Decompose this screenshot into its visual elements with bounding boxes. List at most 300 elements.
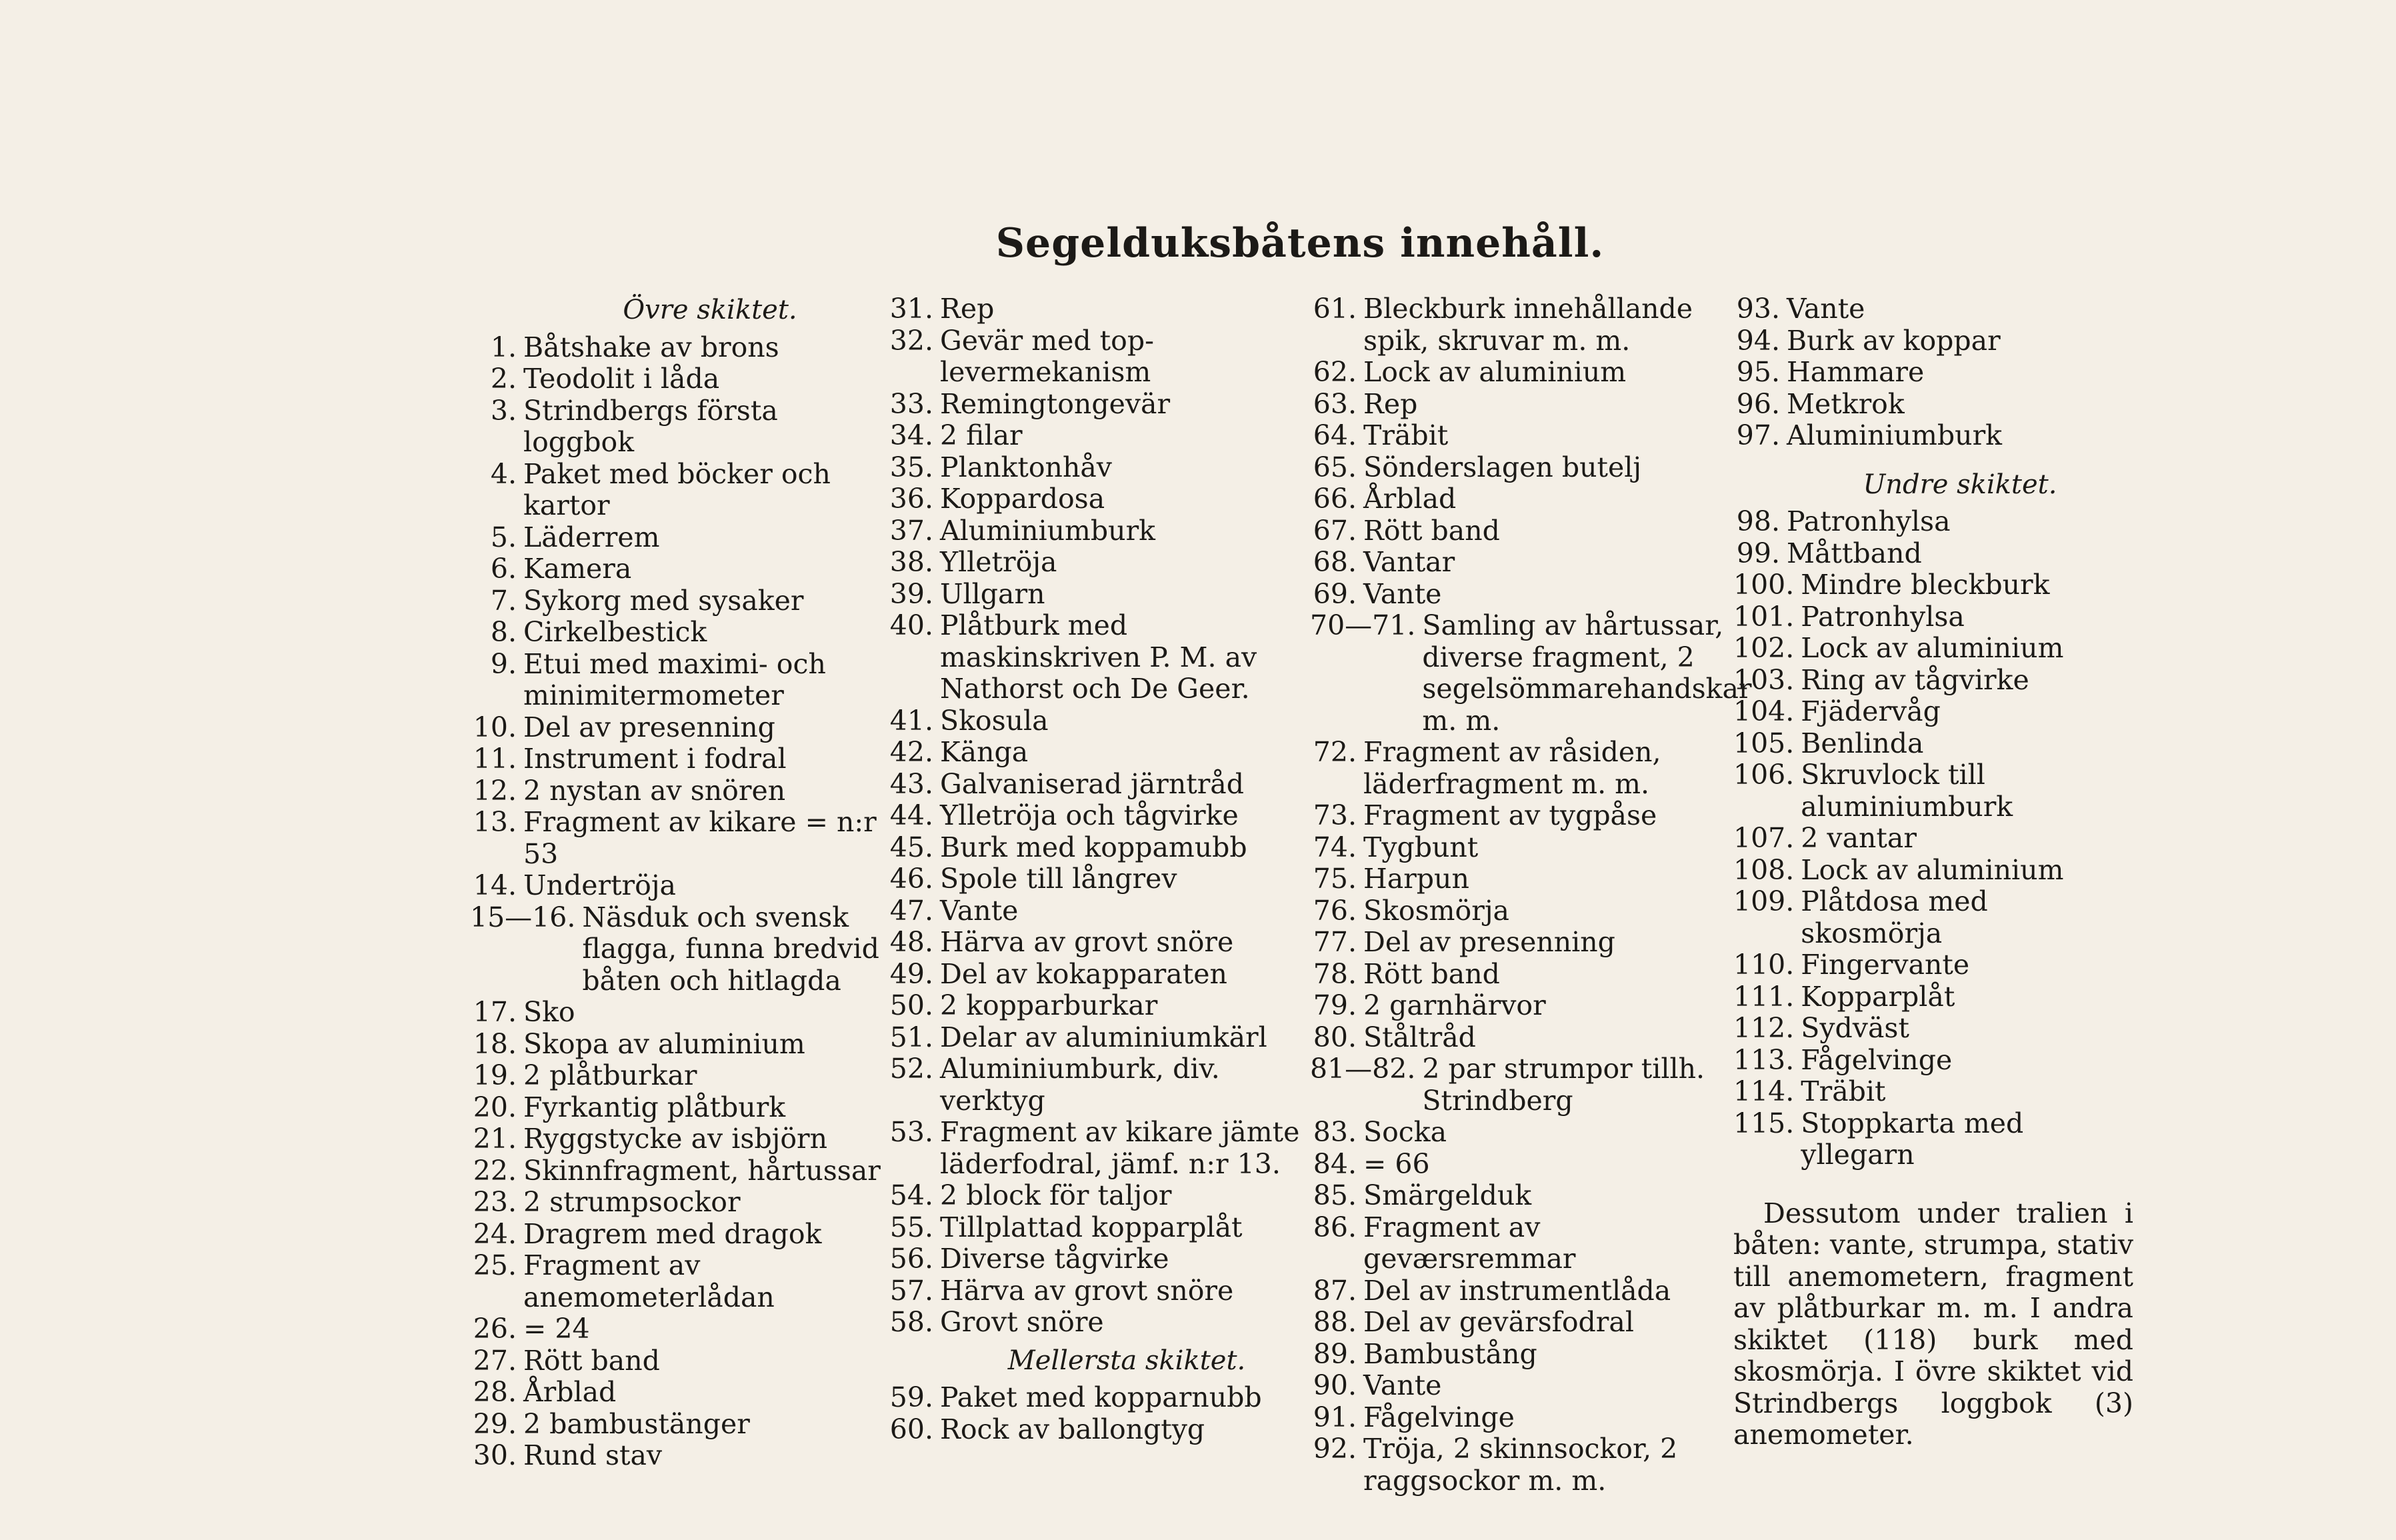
item-text: Aluminiumburk <box>940 514 1156 547</box>
list-item <box>887 1212 1313 1244</box>
list-item <box>1310 1275 1737 1307</box>
item-text: Härva av grovt snöre <box>940 1274 1234 1307</box>
item-number: 99. <box>1736 537 1780 569</box>
item-number: 100. <box>1733 569 1795 601</box>
item-text: Socka <box>1363 1116 1447 1148</box>
item-number: 62. <box>1313 356 1357 388</box>
item-text: Del av instrumentlåda <box>1363 1274 1671 1307</box>
item-text: Lock av aluminium <box>1801 853 2064 886</box>
item-number: 6. <box>490 553 517 585</box>
list-item <box>1310 579 1737 611</box>
list-item <box>887 293 1313 325</box>
item-text: Plåtdosa med skosmörja <box>1801 885 1988 949</box>
item-number: 44. <box>889 799 933 831</box>
item-number: 74. <box>1313 831 1357 863</box>
list-item <box>1733 949 2133 981</box>
item-list <box>1310 293 1752 1497</box>
item-text: 2 filar <box>940 419 1023 451</box>
item-text: Ullgarn <box>940 577 1045 610</box>
column-2 <box>887 293 1313 1445</box>
item-number: 105. <box>1733 727 1795 759</box>
item-number: 4. <box>490 457 517 490</box>
list-item <box>1310 420 1737 452</box>
item-list <box>1733 293 2133 452</box>
item-number: 39. <box>889 577 933 610</box>
item-text: Etui med maximi- och minimitermometer <box>523 647 826 711</box>
item-number: 102. <box>1733 632 1795 664</box>
item-number: 52. <box>889 1053 933 1085</box>
list-item <box>470 997 897 1029</box>
item-text: Fjädervåg <box>1801 695 1941 727</box>
item-text: = 66 <box>1363 1147 1430 1180</box>
item-number: 50. <box>889 989 933 1021</box>
item-text: Vante <box>1363 1369 1442 1401</box>
item-number: 26. <box>473 1313 517 1345</box>
item-number: 13. <box>473 806 517 838</box>
list-item <box>470 1123 897 1155</box>
item-number: 22. <box>473 1154 517 1187</box>
item-text: Metkrok <box>1787 387 1905 420</box>
item-text: Patronhylsa <box>1787 505 1951 537</box>
list-item <box>470 1313 897 1345</box>
item-number: 72. <box>1313 736 1357 768</box>
item-number: 107. <box>1733 822 1795 854</box>
item-text: Delar av aluminiumkärl <box>940 1021 1267 1053</box>
item-number: 84. <box>1313 1147 1357 1180</box>
item-number: 88. <box>1313 1306 1357 1338</box>
item-text: Bambustång <box>1363 1337 1537 1370</box>
item-number: 20. <box>473 1091 517 1123</box>
item-number: 110. <box>1733 949 1795 981</box>
list-item <box>470 332 897 364</box>
item-text: Del av presenning <box>523 711 775 743</box>
page-title: Segelduksbåtens innehåll. <box>995 220 1605 267</box>
item-number: 93. <box>1736 293 1780 325</box>
item-number: 34. <box>889 419 933 451</box>
item-number: 2. <box>490 363 517 395</box>
list-item <box>470 395 897 459</box>
item-number: 80. <box>1313 1021 1357 1053</box>
item-text: Teodolit i låda <box>523 363 720 395</box>
item-number: 60. <box>889 1413 933 1445</box>
item-text: Strindbergs första loggbok <box>523 394 778 458</box>
list-item <box>887 895 1313 927</box>
list-item <box>887 705 1313 737</box>
list-item <box>887 1243 1313 1275</box>
item-text: Kamera <box>523 553 632 585</box>
item-text: Ryggstycke av isbjörn <box>523 1123 828 1155</box>
list-item <box>1310 737 1737 800</box>
item-text: Rött band <box>523 1344 660 1377</box>
item-text: Ring av tågvirke <box>1801 663 2029 696</box>
item-number: 25. <box>473 1249 517 1281</box>
item-number: 1. <box>490 331 517 363</box>
item-number: 73. <box>1313 799 1357 831</box>
item-text: Dragrem med dragok <box>523 1217 822 1250</box>
item-text: Fyrkantig plåtburk <box>523 1091 786 1123</box>
item-text: Patronhylsa <box>1801 600 1965 633</box>
list-item <box>470 363 897 395</box>
item-number: 87. <box>1313 1274 1357 1307</box>
item-text: Paket med kopparnubb <box>940 1381 1262 1413</box>
item-number: 45. <box>889 831 933 863</box>
item-number: 104. <box>1733 695 1795 727</box>
item-text: Instrument i fodral <box>523 743 787 775</box>
item-text: Remingtongevär <box>940 387 1171 420</box>
list-item <box>887 990 1313 1022</box>
item-text: Harpun <box>1363 863 1469 895</box>
additional-note: Dessutom under tralien i båten: vante, strumpa, stativ till anemometern, fragment av plåtburkar m. m. I andra skiktet (118) burk med skosmörja. I övre skiktet vid Strindbergs loggbok (3) anemometer. <box>1733 1197 2133 1451</box>
item-text: Läderrem <box>523 521 660 553</box>
list-item <box>470 1377 897 1409</box>
item-number: 113. <box>1733 1043 1795 1076</box>
item-text: Mindre bleckburk <box>1801 569 2050 601</box>
list-item <box>887 1180 1313 1212</box>
list-item <box>470 743 897 775</box>
list-item <box>887 1117 1313 1180</box>
item-text: Galvaniserad järntråd <box>940 767 1244 800</box>
item-number: 66. <box>1313 483 1357 515</box>
item-text: = 24 <box>523 1313 590 1345</box>
list-item <box>887 1414 1313 1446</box>
item-number: 95. <box>1736 356 1780 388</box>
item-text: 2 par strumpor tillh. Strindberg <box>1422 1053 1705 1117</box>
list-item <box>1310 1180 1737 1212</box>
item-text: 2 strumpsockor <box>523 1186 741 1218</box>
list-item <box>470 1060 897 1092</box>
item-text: Träbit <box>1363 419 1449 451</box>
item-number: 7. <box>490 584 517 617</box>
list-item <box>1310 1117 1737 1149</box>
item-number: 41. <box>889 704 933 737</box>
item-text: Del av gevärsfodral <box>1363 1306 1634 1338</box>
item-number: 5. <box>490 521 517 553</box>
item-text: Fragment av råsiden, läderfragment m. m. <box>1363 736 1661 800</box>
list-item <box>1733 325 2133 357</box>
list-item <box>887 420 1313 452</box>
item-number: 46. <box>889 863 933 895</box>
item-text: Årblad <box>1363 483 1457 515</box>
list-item <box>1733 357 2133 389</box>
list-item <box>470 1029 897 1061</box>
item-text: Vantar <box>1363 546 1455 578</box>
item-number: 32. <box>889 324 933 357</box>
item-number: 49. <box>889 957 933 990</box>
item-number: 12. <box>473 774 517 807</box>
list-item <box>470 1345 897 1377</box>
item-number: 55. <box>889 1211 933 1243</box>
list-item <box>470 553 897 585</box>
item-text: Rött band <box>1363 957 1500 990</box>
item-text: Skosmörja <box>1363 894 1509 927</box>
item-text: Undertröja <box>523 869 676 901</box>
item-number: 48. <box>889 926 933 958</box>
list-item <box>1310 1339 1737 1371</box>
item-number: 65. <box>1313 451 1357 483</box>
item-number: 59. <box>889 1381 933 1413</box>
item-number: 23. <box>473 1186 517 1218</box>
list-item <box>887 800 1313 832</box>
item-text: Aluminiumburk, div. verktyg <box>940 1053 1220 1117</box>
list-item <box>470 585 897 617</box>
list-item <box>470 807 897 870</box>
item-number: 17. <box>473 996 517 1028</box>
item-number: 112. <box>1733 1012 1795 1044</box>
item-text: Näsduk och svensk flagga, funna bredvid båten och hitlagda <box>582 901 879 997</box>
list-item <box>1310 452 1737 484</box>
item-number: 64. <box>1313 419 1357 451</box>
list-item <box>1733 665 2133 697</box>
item-text: 2 kopparburkar <box>940 989 1158 1021</box>
item-number: 33. <box>889 387 933 420</box>
item-text: Del av presenning <box>1363 926 1615 958</box>
item-text: Hammare <box>1787 356 1925 388</box>
item-text: Fågelvinge <box>1363 1401 1515 1433</box>
item-text: Vante <box>1787 293 1865 325</box>
item-text: Smärgelduk <box>1363 1179 1532 1211</box>
list-item <box>887 515 1313 547</box>
item-text: 2 bambustänger <box>523 1407 750 1440</box>
item-number: 83. <box>1313 1116 1357 1148</box>
list-item <box>1733 569 2133 601</box>
list-item <box>1310 832 1737 864</box>
list-item <box>1733 633 2133 665</box>
list-item <box>887 547 1313 579</box>
list-item <box>470 522 897 554</box>
list-item <box>1733 538 2133 570</box>
list-item <box>470 1155 897 1187</box>
item-text: Paket med böcker och kartor <box>523 457 831 521</box>
item-text: Grovt snöre <box>940 1306 1104 1338</box>
item-number: 14. <box>473 869 517 901</box>
item-text: Tröja, 2 skinnsockor, 2 raggsockor m. m. <box>1363 1433 1678 1497</box>
item-text: Del av kokapparaten <box>940 957 1227 990</box>
item-number: 18. <box>473 1027 517 1060</box>
item-number: 114. <box>1733 1075 1795 1107</box>
item-text: Tillplattad kopparplåt <box>940 1211 1243 1243</box>
item-text: Skinnfragment, hårtussar <box>523 1154 881 1187</box>
item-text: Rep <box>940 293 995 325</box>
item-text: Kopparplåt <box>1801 980 1955 1013</box>
list-item <box>470 1409 897 1441</box>
item-text: Rund stav <box>523 1439 663 1471</box>
item-text: Fågelvinge <box>1801 1043 1953 1076</box>
item-number: 15—16. <box>470 901 576 933</box>
item-number: 75. <box>1313 863 1357 895</box>
list-item <box>470 649 897 712</box>
item-text: Stoppkarta med yllegarn <box>1801 1107 2024 1171</box>
list-item <box>887 452 1313 484</box>
item-number: 40. <box>889 609 933 641</box>
item-text: Vante <box>1363 577 1442 610</box>
item-text: Ylletröja och tågvirke <box>940 799 1239 831</box>
item-number: 67. <box>1313 514 1357 547</box>
list-item <box>887 959 1313 991</box>
list-item <box>1310 1212 1737 1275</box>
item-text: Fragment av kikare = n:r 53 <box>523 806 877 870</box>
item-number: 103. <box>1733 663 1795 696</box>
list-item <box>1310 1053 1737 1117</box>
list-item <box>887 1307 1313 1339</box>
item-number: 76. <box>1313 894 1357 927</box>
item-text: Ståltråd <box>1363 1021 1476 1053</box>
item-text: 2 nystan av snören <box>523 774 786 807</box>
item-number: 3. <box>490 394 517 427</box>
item-number: 92. <box>1313 1433 1357 1465</box>
list-item <box>887 579 1313 611</box>
item-number: 86. <box>1313 1211 1357 1243</box>
list-item <box>1733 389 2133 421</box>
section-heading-upper-layer: Övre skiktet. <box>623 295 797 325</box>
list-item <box>887 610 1313 705</box>
item-number: 70—71. <box>1310 609 1416 641</box>
item-text: Sydväst <box>1801 1012 1909 1044</box>
item-number: 47. <box>889 894 933 927</box>
item-number: 37. <box>889 514 933 547</box>
item-number: 68. <box>1313 546 1357 578</box>
list-item <box>1310 927 1737 959</box>
item-number: 53. <box>889 1116 933 1148</box>
column-3 <box>1310 293 1752 1497</box>
list-item <box>887 483 1313 515</box>
item-number: 81—82. <box>1310 1053 1416 1085</box>
item-number: 57. <box>889 1274 933 1307</box>
list-item <box>1310 1022 1737 1054</box>
item-text: Koppardosa <box>940 483 1105 515</box>
item-list <box>1733 506 2133 1171</box>
item-text: Diverse tågvirke <box>940 1243 1169 1275</box>
item-number: 8. <box>490 616 517 648</box>
list-item <box>1310 959 1737 991</box>
item-number: 27. <box>473 1344 517 1377</box>
item-text: Lock av aluminium <box>1801 632 2064 664</box>
list-item <box>1733 981 2133 1013</box>
item-number: 51. <box>889 1021 933 1053</box>
item-number: 61. <box>1313 293 1357 325</box>
list-item <box>1733 601 2133 633</box>
item-text: Plåtburk med maskinskriven P. M. av Nathorst och De Geer. <box>940 609 1257 705</box>
item-text: Ylletröja <box>940 546 1057 578</box>
list-item <box>1733 728 2133 760</box>
list-item <box>1310 1370 1737 1402</box>
list-item <box>887 1022 1313 1054</box>
item-list <box>887 293 1313 1339</box>
item-number: 101. <box>1733 600 1795 633</box>
item-number: 42. <box>889 736 933 768</box>
item-number: 35. <box>889 451 933 483</box>
item-number: 79. <box>1313 989 1357 1021</box>
item-text: 2 vantar <box>1801 822 1917 854</box>
item-text: Planktonhåv <box>940 451 1112 483</box>
item-text: 2 garnhärvor <box>1363 989 1546 1021</box>
list-item <box>1310 1433 1737 1497</box>
item-text: Sönderslagen butelj <box>1363 451 1642 483</box>
item-number: 77. <box>1313 926 1357 958</box>
item-number: 38. <box>889 546 933 578</box>
list-item <box>1310 1402 1737 1434</box>
list-item <box>1733 293 2133 325</box>
item-text: Sko <box>523 996 575 1028</box>
item-text: Rock av ballongtyg <box>940 1413 1205 1445</box>
item-text: Cirkelbestick <box>523 616 707 648</box>
item-list <box>887 1382 1313 1445</box>
item-text: Benlinda <box>1801 727 1924 759</box>
item-text: Burk av koppar <box>1787 324 2001 357</box>
item-number: 111. <box>1733 980 1795 1013</box>
item-number: 91. <box>1313 1401 1357 1433</box>
list-item <box>887 832 1313 864</box>
list-item <box>470 870 897 902</box>
item-number: 63. <box>1313 387 1357 420</box>
list-item <box>1733 823 2133 855</box>
list-item <box>470 712 897 744</box>
list-item <box>1733 420 2133 452</box>
item-number: 108. <box>1733 853 1795 886</box>
item-text: Skopa av aluminium <box>523 1027 805 1060</box>
list-item <box>887 1382 1313 1414</box>
item-number: 29. <box>473 1407 517 1440</box>
item-text: Träbit <box>1801 1075 1886 1107</box>
item-number: 96. <box>1736 387 1780 420</box>
list-item <box>1310 389 1737 421</box>
list-item <box>887 325 1313 389</box>
item-number: 90. <box>1313 1369 1357 1401</box>
item-text: Fragment av anemometerlådan <box>523 1249 775 1313</box>
item-text: Känga <box>940 736 1029 768</box>
list-item <box>470 459 897 522</box>
list-item <box>470 902 897 997</box>
column-4 <box>1733 293 2133 1451</box>
list-item <box>1310 1307 1737 1339</box>
item-number: 21. <box>473 1123 517 1155</box>
list-item <box>1310 1149 1737 1181</box>
list-item <box>1733 696 2133 728</box>
item-text: Fragment av kikare jämte läderfodral, jämf. n:r 13. <box>940 1116 1300 1180</box>
item-number: 85. <box>1313 1179 1357 1211</box>
item-text: Burk med koppamubb <box>940 831 1247 863</box>
list-item <box>470 1250 897 1313</box>
list-item <box>1733 855 2133 887</box>
item-text: Fragment av geværsremmar <box>1363 1211 1576 1275</box>
item-number: 94. <box>1736 324 1780 357</box>
list-item <box>1310 895 1737 927</box>
list-item <box>1310 357 1737 389</box>
list-item <box>1310 609 1752 737</box>
list-item <box>1733 506 2133 538</box>
list-item <box>470 617 897 649</box>
list-item <box>1310 515 1737 547</box>
list-item <box>470 1219 897 1251</box>
item-number: 28. <box>473 1376 517 1408</box>
item-text: Skruvlock till aluminiumburk <box>1801 759 2013 823</box>
list-item <box>1733 1076 2133 1108</box>
list-item <box>1733 1045 2133 1077</box>
item-number: 11. <box>473 743 517 775</box>
item-text: Årblad <box>523 1376 617 1408</box>
item-number: 97. <box>1736 419 1780 451</box>
list-item <box>470 1440 897 1472</box>
section-heading-middle-layer: Mellersta skiktet. <box>1007 1345 1246 1376</box>
item-number: 36. <box>889 483 933 515</box>
item-number: 69. <box>1313 577 1357 610</box>
item-text: Vante <box>940 894 1019 927</box>
list-item <box>1733 759 2133 823</box>
item-number: 106. <box>1733 759 1795 791</box>
list-item <box>1733 886 2133 949</box>
item-text: Fingervante <box>1801 949 1970 981</box>
list-item <box>1733 1108 2133 1171</box>
list-item <box>887 927 1313 959</box>
